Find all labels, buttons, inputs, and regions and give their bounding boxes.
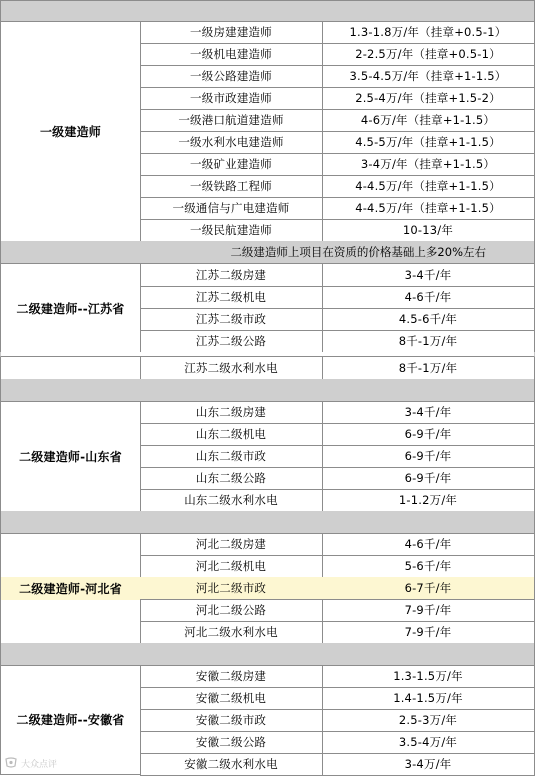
price-cell: 4.5-5万/年（挂章+1-1.5） bbox=[322, 131, 535, 154]
price-cell: 4-6千/年 bbox=[322, 533, 535, 556]
title-cell: 山东二级机电 bbox=[140, 423, 323, 446]
price-cell: 6-9千/年 bbox=[322, 467, 535, 490]
separator-cell bbox=[322, 511, 535, 534]
title-cell: 一级水利水电建造师 bbox=[140, 131, 323, 154]
title-cell: 一级机电建造师 bbox=[140, 43, 323, 66]
title-cell: 河北二级公路 bbox=[140, 599, 323, 622]
title-cell: 山东二级房建 bbox=[140, 401, 323, 424]
price-cell: 1-1.2万/年 bbox=[322, 489, 535, 512]
separator-cell bbox=[322, 379, 535, 402]
separator-cell bbox=[140, 643, 323, 666]
title-cell: 河北二级水利水电 bbox=[140, 621, 323, 644]
price-cell: 2.5-4万/年（挂章+1.5-2） bbox=[322, 87, 535, 110]
header-cell bbox=[322, 0, 535, 22]
group-label: 二级建造师-山东省 bbox=[0, 401, 141, 512]
title-cell: 一级通信与广电建造师 bbox=[140, 197, 323, 220]
watermark-text: 大众点评 bbox=[21, 759, 58, 770]
price-cell: 1.3-1.5万/年 bbox=[322, 665, 535, 688]
separator-cell bbox=[322, 643, 535, 666]
price-cell: 2.5-3万/年 bbox=[322, 709, 535, 732]
separator-cell bbox=[140, 511, 323, 534]
title-cell: 安徽二级水利水电 bbox=[140, 753, 323, 776]
title-cell: 一级民航建造师 bbox=[140, 219, 323, 242]
group-label: 二级建造师--安徽省 bbox=[0, 665, 141, 775]
title-cell: 河北二级房建 bbox=[140, 533, 323, 556]
empty-cell bbox=[0, 357, 141, 380]
separator-cell bbox=[0, 511, 141, 534]
title-cell: 一级房建建造师 bbox=[140, 21, 323, 44]
price-cell: 2-2.5万/年（挂章+0.5-1） bbox=[322, 43, 535, 66]
title-cell: 山东二级市政 bbox=[140, 445, 323, 468]
price-cell: 4-4.5万/年（挂章+1-1.5） bbox=[322, 197, 535, 220]
price-cell: 3.5-4万/年 bbox=[322, 731, 535, 754]
separator-cell bbox=[0, 379, 141, 402]
title-cell: 江苏二级机电 bbox=[140, 286, 323, 309]
title-cell: 河北二级机电 bbox=[140, 555, 323, 578]
logo-icon bbox=[4, 757, 18, 769]
price-cell: 3-4万/年 bbox=[322, 753, 535, 776]
price-cell: 4-6万/年（挂章+1-1.5） bbox=[322, 109, 535, 132]
price-cell: 3-4万/年（挂章+1-1.5） bbox=[322, 153, 535, 176]
title-cell: 安徽二级房建 bbox=[140, 665, 323, 688]
price-cell: 8千-1万/年 bbox=[322, 357, 535, 380]
price-cell: 6-9千/年 bbox=[322, 423, 535, 446]
title-cell: 江苏二级房建 bbox=[140, 264, 323, 287]
title-cell: 一级市政建造师 bbox=[140, 87, 323, 110]
group-label: 二级建造师-河北省 bbox=[0, 533, 141, 644]
price-cell: 4-4.5万/年（挂章+1-1.5） bbox=[322, 175, 535, 198]
title-cell: 一级矿业建造师 bbox=[140, 153, 323, 176]
title-cell: 一级铁路工程师 bbox=[140, 175, 323, 198]
title-cell: 江苏二级水利水电 bbox=[140, 357, 323, 380]
price-cell: 4.5-6千/年 bbox=[322, 308, 535, 331]
header-cell bbox=[140, 0, 323, 22]
price-cell: 7-9千/年 bbox=[322, 621, 535, 644]
title-cell: 一级公路建造师 bbox=[140, 65, 323, 88]
price-cell: 6-9千/年 bbox=[322, 445, 535, 468]
group-label: 一级建造师 bbox=[0, 21, 141, 242]
price-cell: 3.5-4.5万/年（挂章+1-1.5） bbox=[322, 65, 535, 88]
title-cell: 安徽二级机电 bbox=[140, 687, 323, 710]
title-cell: 安徽二级公路 bbox=[140, 731, 323, 754]
title-cell: 山东二级水利水电 bbox=[140, 489, 323, 512]
separator-cell bbox=[140, 379, 323, 402]
title-cell: 一级港口航道建造师 bbox=[140, 109, 323, 132]
header-cell bbox=[0, 0, 141, 22]
price-cell: 1.4-1.5万/年 bbox=[322, 687, 535, 710]
price-cell: 8千-1万/年 bbox=[322, 330, 535, 353]
title-cell: 江苏二级市政 bbox=[140, 308, 323, 331]
title-cell: 山东二级公路 bbox=[140, 467, 323, 490]
title-cell: 河北二级市政 bbox=[140, 577, 323, 600]
group-label: 二级建造师--江苏省 bbox=[0, 264, 141, 353]
title-cell: 安徽二级市政 bbox=[140, 709, 323, 732]
price-cell: 10-13/年 bbox=[322, 219, 535, 242]
price-cell: 3-4千/年 bbox=[322, 401, 535, 424]
price-cell: 4-6千/年 bbox=[322, 286, 535, 309]
watermark bbox=[4, 755, 74, 771]
price-cell: 7-9千/年 bbox=[322, 599, 535, 622]
title-cell: 江苏二级公路 bbox=[140, 330, 323, 353]
price-cell: 6-7千/年 bbox=[322, 577, 535, 600]
price-cell: 5-6千/年 bbox=[322, 555, 535, 578]
price-cell: 3-4千/年 bbox=[322, 264, 535, 287]
separator-cell bbox=[0, 643, 141, 666]
price-cell: 1.3-1.8万/年（挂章+0.5-1） bbox=[322, 21, 535, 44]
note-band: 二级建造师上项目在资质的价格基础上多20%左右 bbox=[0, 241, 535, 264]
